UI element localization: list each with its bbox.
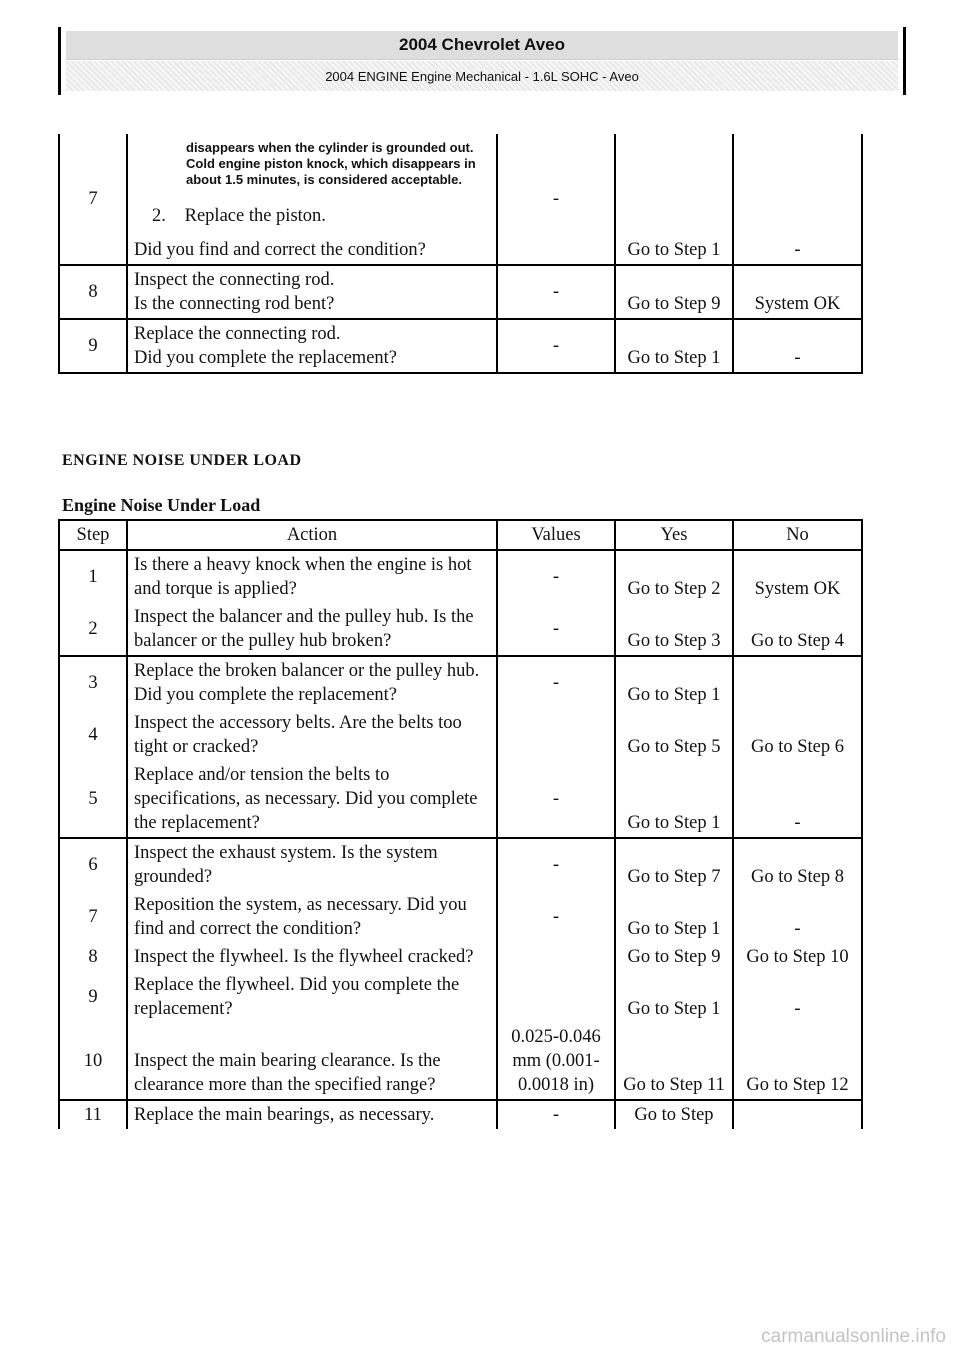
action-cell: [127, 265, 497, 319]
table-row: [59, 265, 862, 319]
table-header-row: [59, 520, 862, 550]
yes-cell: Go to Step 2: [615, 550, 733, 603]
step-cell: 9: [59, 971, 127, 1023]
question-text: Did you complete the replacement?: [134, 348, 398, 368]
step-cell: 5: [59, 761, 127, 838]
step-cell: 10: [59, 1023, 127, 1100]
action-cell: [127, 319, 497, 373]
action-cell: Reposition the system, as necessary. Did you find and correct the condition?: [127, 891, 497, 943]
yes-cell: Go to Step 9: [615, 265, 733, 319]
no-cell: [733, 1100, 862, 1129]
sub-step-text: Replace the piston.: [184, 206, 326, 226]
step-cell: 8: [59, 943, 127, 971]
no-cell: -: [733, 971, 862, 1023]
values-cell: 0.025-0.046 mm (0.001-0.0018 in): [497, 1023, 615, 1100]
table-row: [59, 550, 862, 603]
values-cell: [497, 971, 615, 1023]
values-cell: -: [497, 1100, 615, 1129]
values-cell: -: [497, 265, 615, 319]
action-cell: Inspect the flywheel. Is the flywheel cracked?: [127, 943, 497, 971]
table-row: [59, 943, 862, 971]
step-cell: 11: [59, 1100, 127, 1129]
column-header-values: Values: [497, 520, 615, 550]
table-row: [59, 319, 862, 373]
table-row: [59, 134, 862, 265]
table-caption: Engine Noise Under Load: [62, 495, 261, 515]
column-header-yes: Yes: [615, 520, 733, 550]
table-row: [59, 1023, 862, 1100]
yes-cell: Go to Step: [615, 1100, 733, 1129]
values-cell: -: [497, 891, 615, 943]
action-cell: Inspect the main bearing clearance. Is the clearance more than the specified range?: [127, 1023, 497, 1100]
table-row: [59, 1100, 862, 1129]
action-cell: Replace and/or tension the belts to specifications, as necessary. Did you complete the replacement?: [127, 761, 497, 838]
column-header-action: Action: [127, 520, 497, 550]
table-row: [59, 709, 862, 761]
step-cell: 6: [59, 838, 127, 891]
no-cell: Go to Step 6: [733, 709, 862, 761]
no-cell: Go to Step 12: [733, 1023, 862, 1100]
question-text: Did you find and correct the condition?: [134, 240, 426, 260]
values-cell: -: [497, 550, 615, 603]
no-cell: [733, 656, 862, 709]
step-cell: 2: [59, 603, 127, 656]
step-cell: 7: [59, 891, 127, 943]
question-text: Is the connecting rod bent?: [134, 294, 335, 314]
action-cell: Inspect the exhaust system. Is the system grounded?: [127, 838, 497, 891]
action-text: Inspect the connecting rod.: [134, 270, 335, 290]
values-cell: -: [497, 761, 615, 838]
table-row: [59, 603, 862, 656]
column-header-step: Step: [59, 520, 127, 550]
yes-cell: Go to Step 1: [615, 971, 733, 1023]
sub-step-number: 2.: [152, 206, 166, 226]
note-text: disappears when the cylinder is grounded out. Cold engine piston knock, which disappears in about 1.5 minutes, is considered acceptable.: [186, 140, 476, 187]
values-cell: -: [497, 838, 615, 891]
table-row: [59, 971, 862, 1023]
yes-cell: Go to Step 1: [615, 319, 733, 373]
values-cell: -: [497, 656, 615, 709]
column-header-no: No: [733, 520, 862, 550]
diagnostic-table-continued: [58, 134, 863, 374]
no-cell: System OK: [733, 265, 862, 319]
values-cell: [497, 709, 615, 761]
yes-cell: Go to Step 11: [615, 1023, 733, 1100]
step-cell: 1: [59, 550, 127, 603]
table-row: [59, 761, 862, 838]
page-header: [58, 27, 906, 95]
step-cell: 9: [59, 319, 127, 373]
yes-cell: Go to Step 1: [615, 134, 733, 265]
action-cell: Inspect the accessory belts. Are the belts too tight or cracked?: [127, 709, 497, 761]
action-cell: Replace the broken balancer or the pulley hub. Did you complete the replacement?: [127, 656, 497, 709]
values-cell: -: [497, 134, 615, 265]
step-cell: 8: [59, 265, 127, 319]
sub-step: [152, 204, 490, 228]
action-cell: Is there a heavy knock when the engine is hot and torque is applied?: [127, 550, 497, 603]
header-title: 2004 Chevrolet Aveo: [399, 35, 565, 54]
engine-noise-under-load-table: [58, 519, 863, 1129]
step-cell: 4: [59, 709, 127, 761]
yes-cell: Go to Step 7: [615, 838, 733, 891]
table-row: [59, 656, 862, 709]
yes-cell: Go to Step 1: [615, 891, 733, 943]
action-text: Replace the connecting rod.: [134, 324, 341, 344]
yes-cell: Go to Step 9: [615, 943, 733, 971]
no-cell: System OK: [733, 550, 862, 603]
header-subtitle: 2004 ENGINE Engine Mechanical - 1.6L SOHC - Aveo: [325, 69, 639, 84]
yes-cell: Go to Step 1: [615, 761, 733, 838]
no-cell: -: [733, 319, 862, 373]
action-cell: [127, 134, 497, 265]
action-cell: Replace the flywheel. Did you complete the replacement?: [127, 971, 497, 1023]
no-cell: Go to Step 8: [733, 838, 862, 891]
no-cell: Go to Step 10: [733, 943, 862, 971]
yes-cell: Go to Step 1: [615, 656, 733, 709]
values-cell: [497, 943, 615, 971]
action-cell: Replace the main bearings, as necessary.: [127, 1100, 497, 1129]
yes-cell: Go to Step 5: [615, 709, 733, 761]
watermark: carmanualsonline.info: [761, 1326, 946, 1347]
table-row: [59, 891, 862, 943]
no-cell: -: [733, 891, 862, 943]
no-cell: -: [733, 134, 862, 265]
section-heading: ENGINE NOISE UNDER LOAD: [62, 452, 302, 469]
values-cell: -: [497, 603, 615, 656]
yes-cell: Go to Step 3: [615, 603, 733, 656]
values-cell: -: [497, 319, 615, 373]
table-row: [59, 838, 862, 891]
step-cell: 7: [59, 134, 127, 265]
no-cell: -: [733, 761, 862, 838]
action-cell: Inspect the balancer and the pulley hub. Is the balancer or the pulley hub broken?: [127, 603, 497, 656]
no-cell: Go to Step 4: [733, 603, 862, 656]
step-cell: 3: [59, 656, 127, 709]
